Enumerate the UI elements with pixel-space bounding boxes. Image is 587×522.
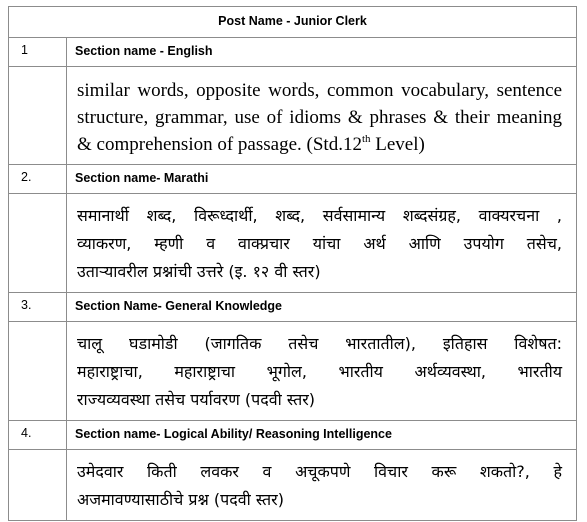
empty-cell	[9, 67, 67, 165]
section-content	[67, 194, 577, 293]
content-text: similar words, opposite words, common vocabulary, sentence structure, grammar, use of idioms & phrases & their meaning & comprehension of passage. (Std.12	[77, 80, 562, 155]
syllabus-table	[8, 6, 577, 521]
content-line: उताऱ्यावरील प्रश्नांची उत्तरे (इ. १२ वी स्तर)	[77, 262, 321, 281]
content-superscript: th	[361, 133, 371, 145]
empty-cell	[9, 450, 67, 521]
section-number: 4.	[9, 421, 67, 450]
post-name-title: Post Name - Junior Clerk	[9, 7, 577, 38]
section-number: 2.	[9, 165, 67, 194]
section-name: Section name- Marathi	[67, 165, 577, 194]
section-name: Section name- Logical Ability/ Reasoning Intelligence	[67, 421, 577, 450]
section-number: 3.	[9, 293, 67, 322]
content-line: उमेदवार किती लवकर व अचूकपणे विचार करू शकतो?, हे	[77, 462, 562, 481]
content-line: राज्यव्यवस्था तसेच पर्यावरण (पदवी स्तर)	[77, 390, 315, 409]
section-content	[67, 322, 577, 421]
section-number: 1	[9, 38, 67, 67]
section-name: Section name - English	[67, 38, 577, 67]
content-line: महाराष्ट्राचा, महाराष्ट्राचा भूगोल, भारतीय अर्थव्यवस्था, भारतीय	[77, 362, 562, 381]
content-line: अजमावण्यासाठीचे प्रश्न (पदवी स्तर)	[77, 490, 284, 509]
section-content	[67, 450, 577, 521]
section-content	[67, 67, 577, 165]
content-line: व्याकरण, म्हणी व वाक्प्रचार यांचा अर्थ आणि उपयोग तसेच,	[77, 234, 562, 253]
empty-cell	[9, 322, 67, 421]
content-text-tail: Level)	[370, 134, 425, 155]
content-line: चालू घडामोडी (जागतिक तसेच भारतातील), इतिहास विशेषत:	[77, 334, 562, 353]
section-name: Section Name- General Knowledge	[67, 293, 577, 322]
content-line: समानार्थी शब्द, विरूध्दार्थी, शब्द, सर्वसामान्य शब्दसंग्रह, वाक्यरचना ,	[77, 206, 562, 225]
empty-cell	[9, 194, 67, 293]
